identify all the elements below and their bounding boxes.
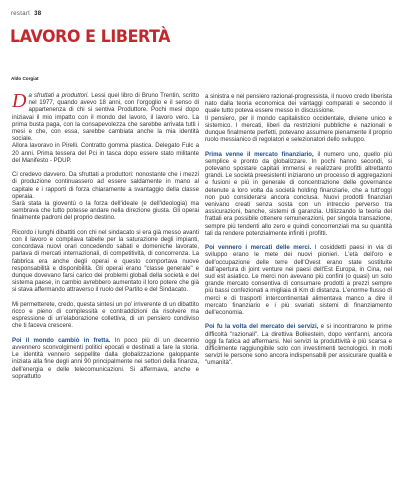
page-number: 38 — [34, 11, 42, 17]
paragraph — [12, 92, 199, 164]
paragraph-text: Allora lavoravo in Pirelli. Contratto gomma plastica. Delegato Fulc a 20 anni. Prima tessera del Pci in tasca dopo essere stato militante del Manifesto - PDUP. — [12, 142, 199, 164]
article-author: Aldo Corgiat — [11, 76, 39, 81]
paragraph-text: il numero uno, quello più semplice e pronto da globalizzare. In pochi hanno secondi, si potevano spostare capitali immensi e realizzare profitti altrettanto grandi. Le società preesistenti iniziarono un processo di aggregazioni e fusioni e più in generale di concentrazione delle governance detenute a loro volta da società holding finanziarie, che a tutt'oggi non può considerarsi ancora conclusa. Nuovi prodotti finanziari venivano creati senza sosta con un intreccio perverso tra assicurazioni, banche, sistemi di garanzia. Utilizzando la teoria dei frattali era possibile ottenere remunerazioni, per singola transazione, sempre più tendenti allo zero e quindi concorrenziali ma su quantità tali da rendere potenzialmente infiniti i profitti. — [205, 150, 392, 237]
section-lead: Prima venne il mercato finanziario, — [205, 150, 314, 158]
section-lead: Poi il mondo cambiò in fretta. — [12, 336, 111, 344]
paragraph-text: Sarà stata la gioventù o la forza dell'ideale (e dell'ideologia) ma sembrava che tutto potesse andare nella direzione giusta. Gli operai finalmente padroni del proprio destino. — [12, 200, 199, 222]
paragraph-text: Il pensiero, per il mondo capitalistico occidentale, diviene unico e sistemico. I mercati, liberi da restrizioni pubbliche e nazionali e dunque finalmente perfetti, potevano assumere pienamente il proprio ruolo messianico di regolatori e selezionatori dello sviluppo. — [205, 114, 392, 144]
paragraph — [12, 337, 199, 380]
section-lead: Poi vennero i mercati delle merci. — [205, 244, 312, 252]
paragraph: Ricordo i lunghi dibattiti con chi nel sindacato si era già messo avanti con il lavoro e compilava tabelle per la saturazione degli impianti, concordava nuovi orari concedendo sabati e domeniche lavorate, parlava di mercati internazionali, di competitività, di concorrenza. La fabbrica era anche degli operai e questo comportava nuove responsabilità e disponibilità. Gli operai erano "classe generale" e dunque dovevano farsi carico dei problemi globali della società e del sistema paese, in cambio avrebbero aumentato il loro potere che già si stava affermando attraverso il ruolo del Partito e del Sindacato. — [12, 228, 199, 294]
paragraph — [205, 151, 392, 237]
paragraph-text: In poco più di un decennio avvennero sconvolgimenti politici epocali e destinati a fare la storia. Le identità vennero seppellite dalla globalizzazione galoppante iniziata alla fine degli anni 90 principalmente nei settori della finanza, dell'energia e delle telecomunicazioni. Si affermava, anche e soprattutto — [12, 336, 200, 380]
paragraph-text: I cosiddetti paesi in via di sviluppo erano le mete dei nuovi pionieri. L'età dell'oro e dell'occupazione delle terre dell'Ovest erano state sostituite dall'apertura di joint venture nei paesi dell'Est Europa, in Cina, nel sud est asiatico. Le merci non avevano più confini (o quasi) un solo grande mercato consentiva di consumare prodotti a prezzi sempre più bassi confezionati a migliaia di Km di distanza. L'enorme flusso di merci e di trasporti intercontinentali alimentava manco a dire il mercato finanziario e i più svariati sistemi di finanziamento dell'economia. — [205, 244, 392, 317]
paragraph — [205, 244, 392, 316]
section-label: restart — [11, 11, 31, 17]
drop-cap: D — [12, 90, 27, 112]
page-header — [11, 11, 41, 17]
text-column-left — [12, 92, 199, 387]
section-lead: Poi fu la volta del mercato dei servizi, — [205, 323, 319, 331]
paragraph-text: Lessi quel libro di Bruno Trentin, scritto nel 1977, quando avevo 18 anni, con l'orgoglio e il senso di appartenenza di chi si sentiva Produttore. Pochi mesi dopo iniziavai il mio impatto con il mondo del lavoro, il lavoro vero. La prima busta paga, con la consapevolezza che sarebbe arrivata tutti i mesi e che, con essa, sarebbe cambiata anche la mia identità sociale. — [12, 92, 199, 143]
text-column-right — [205, 93, 392, 374]
article-title: LAVORO E LIBERTÀ — [10, 27, 171, 47]
paragraph — [205, 93, 392, 143]
paragraph-text: e si incontrarono le prime difficoltà "razionali". La direttiva Bolkestein, dopo vent'anni, ancora oggi fa fatica ad affermarsi. Nei servizi la produttività è più scarsa e difficilmente raggiungibile solo con investimenti tecnologici. In molti servizi le persone sono ancora indispensabili per assicurare qualità e "umanità". — [205, 323, 392, 367]
paragraph: Mi permetterete, credo, questa sintesi un po' irriverente di un dibattito ricco e pieno di complessità e contraddizioni da risolvere ma espressione di un'elaborazione collettiva, di un pensiero condiviso che ti faceva crescere. — [12, 300, 199, 330]
paragraph-text: Ci credevo davvero. Da sfruttati a produttori: nonostante che i mezzi di produzione continuassero ad essere saldamente in mano al capitale e i rapporti di forza chiaramente a svantaggio della classe operaia. — [12, 171, 199, 200]
paragraph — [12, 171, 199, 221]
paragraph — [205, 323, 392, 366]
lead-phrase: a sfruttati a produttori. — [28, 92, 90, 99]
paragraph-text: a sinistra e nel pensiero razional-progressista, il nuovo credo liberista nato dalla teoria economica dei vantaggi comparati e secondo il quale tutto poteva essere messo in discussione. — [205, 93, 392, 115]
